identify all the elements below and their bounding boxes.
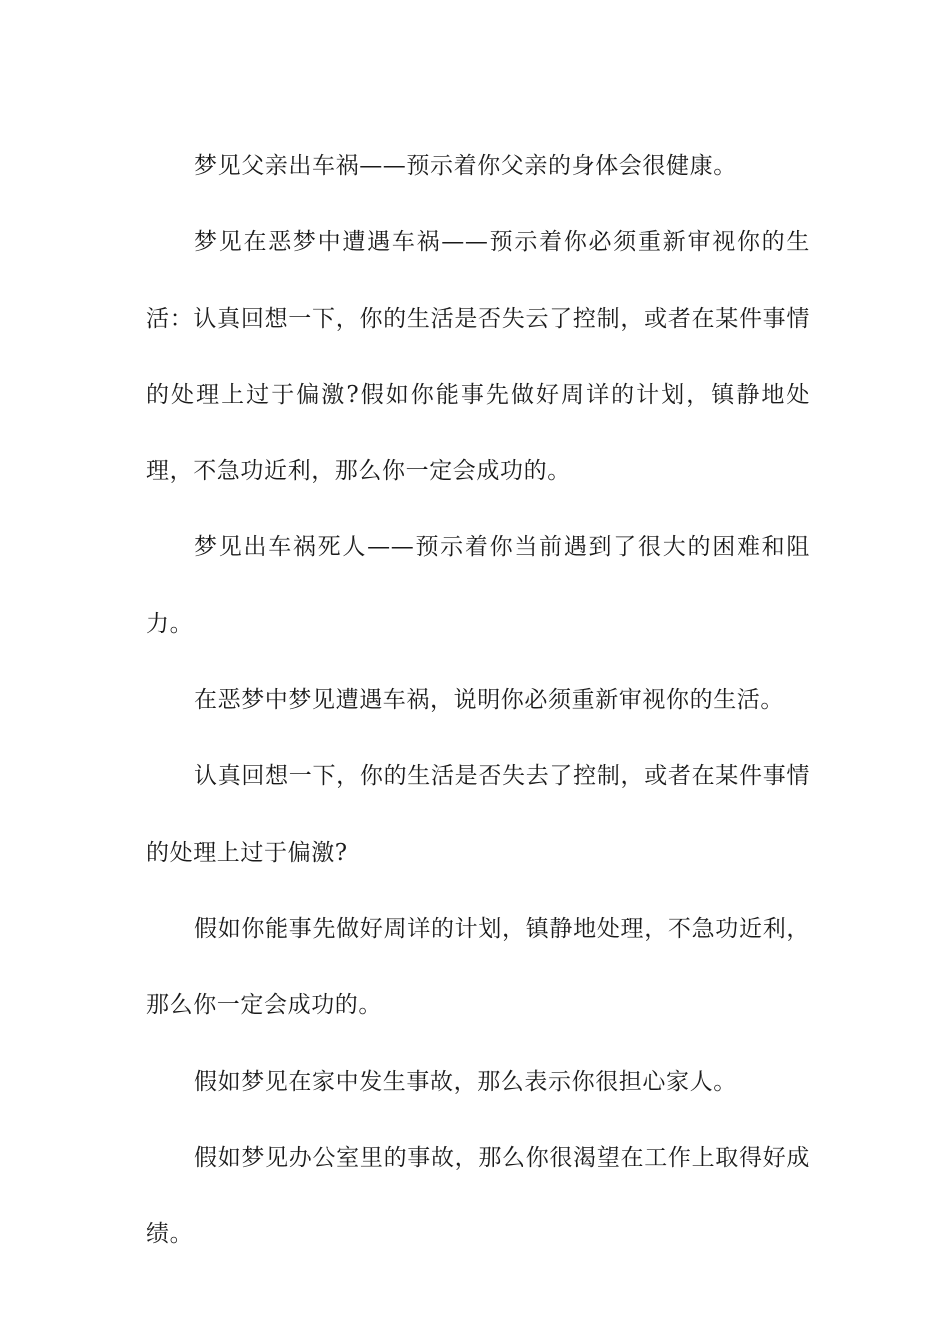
paragraph: 假如梦见办公室里的事故，那么你很渴望在工作上取得好成绩。 [146,1144,810,1248]
document-body [146,128,810,1272]
paragraph: 梦见出车祸死人——预示着你当前遇到了很大的困难和阻力。 [146,534,810,637]
paragraph: 认真回想一下，你的生活是否失去了控制，或者在某件事情的处理上过于偏激? [146,763,810,866]
paragraph: 假如梦见在家中发生事故，那么表示你很担心家人。 [194,1068,737,1095]
paragraph: 在恶梦中梦见遭遇车祸，说明你必须重新审视你的生活。 [194,687,784,714]
paragraph: 梦见父亲出车祸——预示着你父亲的身体会很健康。 [194,153,737,179]
paragraph: 假如你能事先做好周详的计划，镇静地处理，不急功近利，那么你一定会成功的。 [146,915,810,1019]
paragraph: 梦见在恶梦中遭遇车祸——预示着你必须重新审视你的生活：认真回想一下，你的生活是否失云了控制，或者在某件事情的处理上过于偏激?假如你能事先做好周详的计划，镇静地处理，不急功近利，那么你一定会成功的。 [146,229,810,485]
